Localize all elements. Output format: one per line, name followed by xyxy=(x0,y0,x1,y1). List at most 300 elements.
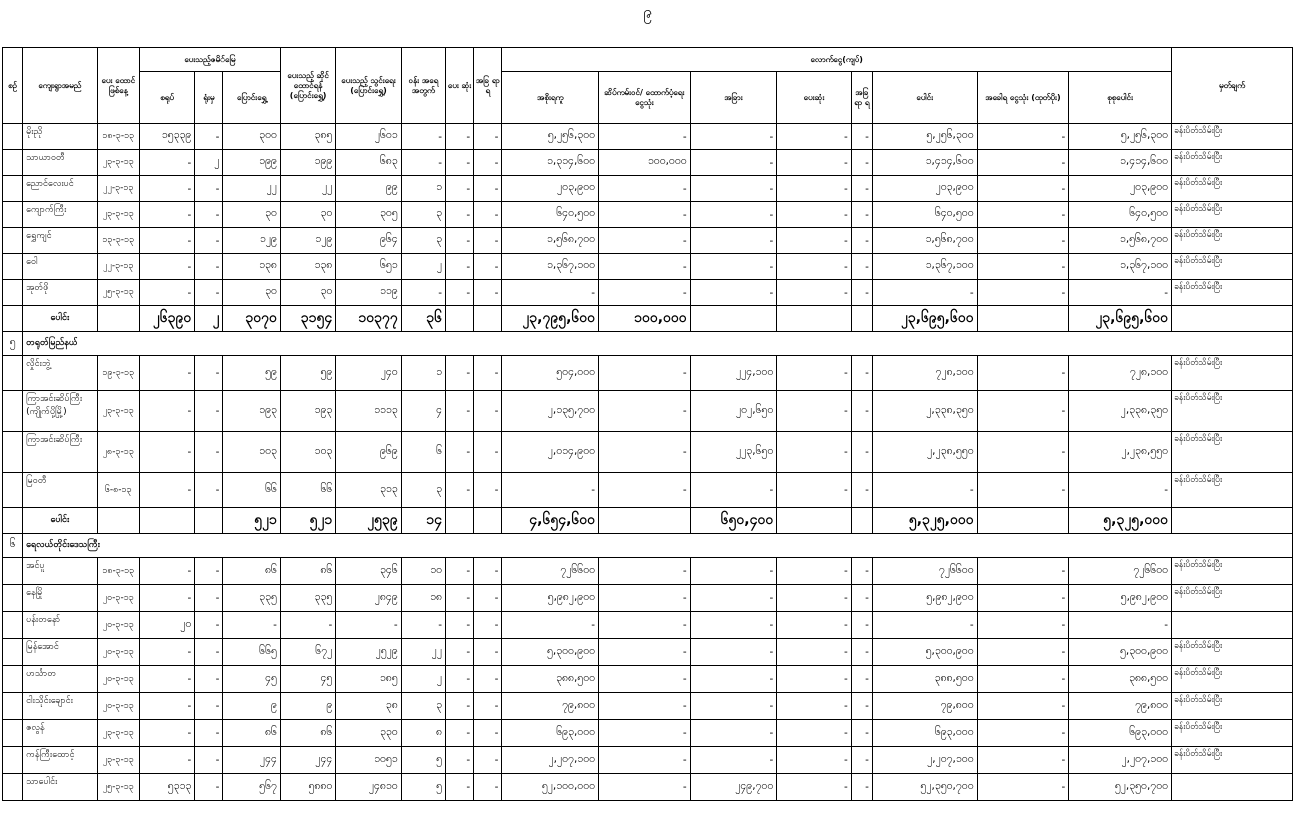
total-empty-cell xyxy=(446,508,474,534)
value-cell-c5: ၉၉ xyxy=(336,176,401,202)
value-cell-c8: - xyxy=(474,666,502,693)
value-cell-m6: ၂,၂၃၈,၅၅၀ xyxy=(872,432,977,473)
date-cell: ၁၉-၃-၁၃ xyxy=(97,356,139,391)
value-cell-m7: - xyxy=(977,202,1069,228)
value-cell-m7: - xyxy=(977,280,1069,306)
table-row xyxy=(3,666,1293,693)
value-cell-c5: ၃၃၀ xyxy=(336,720,401,747)
village-name: ကြာအင်းဆိပ်ကြီး xyxy=(23,432,98,473)
table-row xyxy=(3,774,1293,801)
row-number-cell xyxy=(3,280,23,306)
village-name: ဟင်္သာတ xyxy=(23,666,98,693)
date-cell: ၁၃-၃-၁၃ xyxy=(97,228,139,254)
value-cell-c7: - xyxy=(446,612,474,639)
value-cell-c7: - xyxy=(446,720,474,747)
value-cell-m7: - xyxy=(977,612,1069,639)
value-cell-m3: - xyxy=(690,612,777,639)
value-cell-m7: - xyxy=(977,693,1069,720)
value-cell-m6: ၂၀၃,၉၀၀ xyxy=(872,176,977,202)
value-cell-m7: - xyxy=(977,558,1069,585)
remark-cell: ခန်းပိတ်သိမ်းပြီး xyxy=(1172,666,1293,693)
value-cell-c8: - xyxy=(474,254,502,280)
value-cell-c4: ၂၄၄ xyxy=(280,747,335,774)
value-cell-m7: - xyxy=(977,356,1069,391)
header-no: စဥ် xyxy=(3,48,23,124)
value-cell-m4: - xyxy=(777,176,852,202)
value-cell-m2: - xyxy=(599,720,691,747)
date-cell: ၂၀-၃-၁၃ xyxy=(97,612,139,639)
value-cell-c1: - xyxy=(139,150,194,176)
value-cell-m7: - xyxy=(977,124,1069,150)
date-cell: ၁၈-၃-၁၃ xyxy=(97,124,139,150)
value-cell-c2: - xyxy=(195,228,223,254)
date-cell: ၂၂-၃-၁၃ xyxy=(97,176,139,202)
row-number-cell xyxy=(3,558,23,585)
total-cell-c4: ၅၂၁ xyxy=(280,508,335,534)
total-empty-cell xyxy=(1172,508,1293,534)
value-cell-m5: - xyxy=(851,150,872,176)
value-cell-m4: - xyxy=(777,693,852,720)
value-cell-c2: - xyxy=(195,176,223,202)
value-cell-c7: - xyxy=(446,585,474,612)
value-cell-c3: ၉ xyxy=(223,693,280,720)
remark-cell: ခန်းပိတ်သိမ်းပြီး xyxy=(1172,228,1293,254)
remark-cell: ခန်းပိတ်သိမ်းပြီး xyxy=(1172,693,1293,720)
value-cell-m8: ၁,၄၁၄,၆၀၀ xyxy=(1069,150,1172,176)
value-cell-c4: ၁၀၃ xyxy=(280,432,335,473)
value-cell-m8: ၂,၂၀၇,၁၀၀ xyxy=(1069,747,1172,774)
total-cell-c4: ၃၁၅၄ xyxy=(280,306,335,332)
date-cell: ၆-၈-၁၃ xyxy=(97,473,139,508)
value-cell-c8: - xyxy=(474,693,502,720)
header-money-group: လောက်ငွေ(ကျပ်) xyxy=(502,48,1172,72)
village-name: နေမြို xyxy=(23,585,98,612)
village-name: ညောင်လေးပင် xyxy=(23,176,98,202)
total-cell-c6: ၁၄ xyxy=(401,508,445,534)
value-cell-c1: - xyxy=(139,280,194,306)
value-cell-c5: ၃၄၆ xyxy=(336,558,401,585)
value-cell-m8: ၇၂၈,၁၀၀ xyxy=(1069,356,1172,391)
value-cell-m8: - xyxy=(1069,280,1172,306)
value-cell-m4: - xyxy=(777,774,852,801)
remark-cell: ခန်းပိတ်သိမ်းပြီး xyxy=(1172,202,1293,228)
value-cell-c2: - xyxy=(195,639,223,666)
value-cell-m4: - xyxy=(777,228,852,254)
section-index: ၆ xyxy=(3,534,23,558)
value-cell-c1: - xyxy=(139,356,194,391)
village-name: ကျောက်ကြီး xyxy=(23,202,98,228)
page-number: ၉ xyxy=(643,2,652,21)
value-cell-m5: - xyxy=(851,280,872,306)
value-cell-m3: - xyxy=(690,666,777,693)
value-cell-m2: - xyxy=(599,747,691,774)
value-cell-m4: - xyxy=(777,150,852,176)
value-cell-c3: ၁၉၃ xyxy=(223,391,280,432)
header-money-sub: အခြား xyxy=(690,72,777,124)
value-cell-c8: - xyxy=(474,558,502,585)
total-empty-cell xyxy=(97,508,139,534)
total-cell-c5: ၂၅၃၉ xyxy=(336,508,401,534)
value-cell-m2: - xyxy=(599,124,691,150)
value-cell-c8: - xyxy=(474,774,502,801)
table-row xyxy=(3,473,1293,508)
permit-table xyxy=(2,47,1293,801)
remark-cell xyxy=(1172,774,1293,801)
table-row xyxy=(3,391,1293,432)
value-cell-m2: - xyxy=(599,280,691,306)
value-cell-m6: - xyxy=(872,473,977,508)
value-cell-m3: ၂၂၃,၆၅၀ xyxy=(690,432,777,473)
value-cell-c3: ၈၆ xyxy=(223,720,280,747)
value-cell-c4: ၃၃၅ xyxy=(280,585,335,612)
value-cell-c4: ၂၂ xyxy=(280,176,335,202)
value-cell-m1: - xyxy=(502,473,599,508)
value-cell-c3: ၃၃၅ xyxy=(223,585,280,612)
row-number-cell xyxy=(3,124,23,150)
value-cell-m6: ၁,၅၆၈,၇၀၀ xyxy=(872,228,977,254)
value-cell-c4: ၁၃၈ xyxy=(280,254,335,280)
value-cell-c1: - xyxy=(139,473,194,508)
value-cell-c2: - xyxy=(195,391,223,432)
value-cell-m8: ၂၀၃,၉၀၀ xyxy=(1069,176,1172,202)
header-village: ကျေးရွာအမည် xyxy=(23,48,98,124)
value-cell-c2: - xyxy=(195,280,223,306)
date-cell: ၂၃-၃-၁၃ xyxy=(97,202,139,228)
total-cell-m1: ၄,၆၅၄,၆၀၀ xyxy=(502,508,599,534)
value-cell-c7: - xyxy=(446,124,474,150)
row-number-cell xyxy=(3,693,23,720)
value-cell-c7: - xyxy=(446,432,474,473)
total-empty-cell xyxy=(3,508,23,534)
value-cell-m7: - xyxy=(977,585,1069,612)
value-cell-m1: ၅၀၄,၀၀၀ xyxy=(502,356,599,391)
remark-cell: ခန်းပိတ်သိမ်းပြီး xyxy=(1172,747,1293,774)
header-money-sub: ပေါင်း xyxy=(872,72,977,124)
value-cell-c5: ၂၄၀ xyxy=(336,356,401,391)
value-cell-m4: - xyxy=(777,747,852,774)
value-cell-c4: ၄၅ xyxy=(280,666,335,693)
value-cell-c6: ၃ xyxy=(401,473,445,508)
value-cell-m2: ၁၀၀,၀၀၀ xyxy=(599,150,691,176)
value-cell-m5: - xyxy=(851,585,872,612)
remark-cell: ခန်းပိတ်သိမ်းပြီး xyxy=(1172,391,1293,432)
village-name: မြန်အောင် xyxy=(23,639,98,666)
value-cell-m7: - xyxy=(977,473,1069,508)
value-cell-m2: - xyxy=(599,639,691,666)
value-cell-c2: - xyxy=(195,747,223,774)
remark-cell: ခန်းပိတ်သိမ်းပြီး xyxy=(1172,585,1293,612)
value-cell-c2: - xyxy=(195,124,223,150)
value-cell-c2: ၂ xyxy=(195,150,223,176)
value-cell-m8: ၇၂၆၆၀၀ xyxy=(1069,558,1172,585)
village-name: သာယာဝတီ xyxy=(23,150,98,176)
value-cell-c5: ၂၈၄၉ xyxy=(336,585,401,612)
header-money-sub: စုစုပေါင်း xyxy=(1069,72,1172,124)
value-cell-c5: ၁၈၅ xyxy=(336,666,401,693)
value-cell-m1: ၅၂,၁၀၀,၀၀၀ xyxy=(502,774,599,801)
value-cell-m4: - xyxy=(777,720,852,747)
value-cell-m2: - xyxy=(599,254,691,280)
value-cell-m1: ၅,၂၅၆,၃၀၀ xyxy=(502,124,599,150)
value-cell-m5: - xyxy=(851,639,872,666)
value-cell-c1: - xyxy=(139,228,194,254)
value-cell-m1: - xyxy=(502,280,599,306)
total-cell-c2 xyxy=(195,508,223,534)
value-cell-m1: ၃၈၈,၅၀၀ xyxy=(502,666,599,693)
value-cell-m2: - xyxy=(599,228,691,254)
value-cell-m4: - xyxy=(777,666,852,693)
header-other: အခြ ရာ ရ xyxy=(474,48,502,124)
value-cell-c5: ၁၁၉ xyxy=(336,280,401,306)
value-cell-c1: - xyxy=(139,254,194,280)
total-cell-m3: ၆၅၀,၄၀၀ xyxy=(690,508,777,534)
value-cell-m3: ၂၂၄,၁၀၀ xyxy=(690,356,777,391)
remark-cell: ခန်းပိတ်သိမ်းပြီး xyxy=(1172,473,1293,508)
value-cell-m3: - xyxy=(690,124,777,150)
header-pay: ပေး ဆုံး xyxy=(446,48,474,124)
value-cell-c2: - xyxy=(195,558,223,585)
table-row xyxy=(3,612,1293,639)
value-cell-c3: ၃၀၀ xyxy=(223,124,280,150)
row-number-cell xyxy=(3,228,23,254)
total-cell-c5: ၁၀၃၇၇ xyxy=(336,306,401,332)
value-cell-m8: ၁,၃၆၇,၁၀၀ xyxy=(1069,254,1172,280)
value-cell-m7: - xyxy=(977,774,1069,801)
value-cell-m8: - xyxy=(1069,612,1172,639)
total-empty-cell xyxy=(474,508,502,534)
value-cell-m1: ၇၉,၈၀၀ xyxy=(502,693,599,720)
total-cell-m1: ၂၃,၇၉၅,၆၀၀ xyxy=(502,306,599,332)
remark-cell: ခန်းပိတ်သိမ်းပြီး xyxy=(1172,280,1293,306)
value-cell-c6: - xyxy=(401,150,445,176)
value-cell-m5: - xyxy=(851,666,872,693)
value-cell-c1: - xyxy=(139,391,194,432)
value-cell-m3: - xyxy=(690,639,777,666)
value-cell-m5: - xyxy=(851,612,872,639)
value-cell-m4: - xyxy=(777,612,852,639)
total-cell-c1 xyxy=(139,508,194,534)
value-cell-c7: - xyxy=(446,666,474,693)
village-name: အင်ပူ xyxy=(23,558,98,585)
value-cell-m4: - xyxy=(777,639,852,666)
value-cell-m7: - xyxy=(977,254,1069,280)
remark-cell: ခန်းပိတ်သိမ်းပြီး xyxy=(1172,720,1293,747)
table-row xyxy=(3,585,1293,612)
value-cell-c4: ၈၆ xyxy=(280,720,335,747)
section-title: တရုတ်မြည်နယ် xyxy=(23,332,1293,356)
value-cell-m2: - xyxy=(599,558,691,585)
value-cell-m6: ၁,၃၆၇,၁၀၀ xyxy=(872,254,977,280)
table-row xyxy=(3,228,1293,254)
value-cell-m1: ၆၄၀,၅၀၀ xyxy=(502,202,599,228)
row-number-cell xyxy=(3,150,23,176)
value-cell-m7: - xyxy=(977,228,1069,254)
value-cell-m5: - xyxy=(851,254,872,280)
value-cell-c6: - xyxy=(401,612,445,639)
value-cell-m4: - xyxy=(777,202,852,228)
value-cell-c1: - xyxy=(139,747,194,774)
value-cell-c8: - xyxy=(474,639,502,666)
value-cell-c4: ၁၉၃ xyxy=(280,391,335,432)
value-cell-c5: ၆၅၁ xyxy=(336,254,401,280)
total-cell-m2: ၁၀၀,၀၀၀ xyxy=(599,306,691,332)
value-cell-c5: ၂၄၈၁၀ xyxy=(336,774,401,801)
value-cell-c5: - xyxy=(336,612,401,639)
value-cell-m2: - xyxy=(599,432,691,473)
header-count: ဝန်း အရေ အတွက် xyxy=(401,48,445,124)
header-transfer: ပေးသည့် သွင်းရေး (ပြောင်းရွှေ့) xyxy=(336,48,401,124)
value-cell-m1: ၂၀၃,၉၀၀ xyxy=(502,176,599,202)
header-money-sub: ဆိပ်ကမ်းဝင်/ ထောက်ပံ့ရေး ငွေသုံး xyxy=(599,72,691,124)
value-cell-m4: - xyxy=(777,254,852,280)
value-cell-c6: ၁ xyxy=(401,356,445,391)
row-number-cell xyxy=(3,585,23,612)
header-land-sub: ရုံးမှ xyxy=(195,72,223,124)
value-cell-c6: ၆ xyxy=(401,432,445,473)
table-row xyxy=(3,150,1293,176)
value-cell-c4: ၆၇၂ xyxy=(280,639,335,666)
value-cell-c5: ၃၁၃ xyxy=(336,473,401,508)
value-cell-c8: - xyxy=(474,280,502,306)
total-cell-c6: ၃၆ xyxy=(401,306,445,332)
value-cell-m8: ၆၉၃,၀၀၀ xyxy=(1069,720,1172,747)
remark-cell: ခန်းပိတ်သိမ်းပြီး xyxy=(1172,432,1293,473)
header-land-group: ပေးသည့်ဇမိ်မြေ xyxy=(139,48,280,72)
value-cell-c6: ၁၀ xyxy=(401,558,445,585)
value-cell-c6: - xyxy=(401,124,445,150)
value-cell-c5: ၉၆၉ xyxy=(336,432,401,473)
value-cell-c6: ၈ xyxy=(401,720,445,747)
value-cell-m3: - xyxy=(690,228,777,254)
total-label: ပေါင်း xyxy=(23,306,98,332)
total-cell-m8: ၅,၃၂၅,၀၀၀ xyxy=(1069,508,1172,534)
village-name: ငါးသိုင်းချောင်း xyxy=(23,693,98,720)
date-cell: ၁၈-၃-၁၃ xyxy=(97,558,139,585)
value-cell-c1: ၅၃၁၃ xyxy=(139,774,194,801)
table-row xyxy=(3,176,1293,202)
value-cell-c3: ၁၃၈ xyxy=(223,254,280,280)
value-cell-m3: - xyxy=(690,693,777,720)
village-name: ကန်ကြီးထောင့် xyxy=(23,747,98,774)
row-number-cell xyxy=(3,473,23,508)
value-cell-c7: - xyxy=(446,280,474,306)
section-index: ၅ xyxy=(3,332,23,356)
value-cell-c2: - xyxy=(195,720,223,747)
value-cell-c7: - xyxy=(446,356,474,391)
total-row xyxy=(3,508,1293,534)
value-cell-c6: ၂ xyxy=(401,666,445,693)
header-land-sub: ပြောင်းရွှေ့ xyxy=(223,72,280,124)
value-cell-m3: ၂၀၂,၆၅၀ xyxy=(690,391,777,432)
date-cell: ၂၃-၃-၁၃ xyxy=(97,747,139,774)
value-cell-c8: - xyxy=(474,432,502,473)
value-cell-c6: ၅ xyxy=(401,774,445,801)
value-cell-c6: ၁ xyxy=(401,176,445,202)
remark-cell: ခန်းပိတ်သိမ်းပြီး xyxy=(1172,150,1293,176)
total-empty-cell xyxy=(851,508,872,534)
remark-cell: ခန်းပိတ်သိမ်းပြီး xyxy=(1172,254,1293,280)
value-cell-c7: - xyxy=(446,391,474,432)
value-cell-c1: - xyxy=(139,666,194,693)
value-cell-m3: - xyxy=(690,558,777,585)
row-number-cell xyxy=(3,432,23,473)
value-cell-m8: ၁,၅၆၈,၇၀၀ xyxy=(1069,228,1172,254)
remark-cell: ခန်းပိတ်သိမ်းပြီး xyxy=(1172,356,1293,391)
header-land-sub: စရုပ် xyxy=(139,72,194,124)
value-cell-c2: - xyxy=(195,473,223,508)
value-cell-m2: - xyxy=(599,391,691,432)
total-cell-m8: ၂၃,၆၉၅,၆၀၀ xyxy=(1069,306,1172,332)
value-cell-m8: ၇၉,၈၀၀ xyxy=(1069,693,1172,720)
value-cell-m1: ၁,၃၆၇,၁၀၀ xyxy=(502,254,599,280)
value-cell-c4: ၅၈၈၀ xyxy=(280,774,335,801)
remark-cell xyxy=(1172,612,1293,639)
value-cell-m8: ၅၂,၃၅၀,၇၀၀ xyxy=(1069,774,1172,801)
total-cell-c2: ၂ xyxy=(195,306,223,332)
value-cell-m6: ၅,၂၅၆,၃၀၀ xyxy=(872,124,977,150)
value-cell-c4: - xyxy=(280,612,335,639)
total-cell-c1: ၂၆၃၉၀ xyxy=(139,306,194,332)
value-cell-m6: ၂,၂၀၇,၁၀၀ xyxy=(872,747,977,774)
value-cell-m8: - xyxy=(1069,473,1172,508)
value-cell-m1: ၂,၀၁၄,၉၀၀ xyxy=(502,432,599,473)
value-cell-m8: ၂,၂၃၈,၅၅၀ xyxy=(1069,432,1172,473)
value-cell-c8: - xyxy=(474,391,502,432)
value-cell-c8: - xyxy=(474,473,502,508)
section-title: ရေလယ်တိုင်းဒေသကြီး xyxy=(23,534,1293,558)
value-cell-m7: - xyxy=(977,666,1069,693)
value-cell-m8: ၂,၃၃၈,၃၅၀ xyxy=(1069,391,1172,432)
date-cell: ၂၃-၃-၁၃ xyxy=(97,391,139,432)
value-cell-c7: - xyxy=(446,774,474,801)
value-cell-c4: ၁၉၉ xyxy=(280,150,335,176)
total-empty-cell xyxy=(97,306,139,332)
header-building: ပေးသည့် ဆိုင် ထောင်ရန် (ပြောင်းရွှေ့) xyxy=(280,48,335,124)
value-cell-c2: - xyxy=(195,666,223,693)
value-cell-m3: - xyxy=(690,747,777,774)
value-cell-m5: - xyxy=(851,747,872,774)
village-name: အုတ်ဖို xyxy=(23,280,98,306)
header-money-sub: အစိုးရကူ xyxy=(502,72,599,124)
value-cell-c8: - xyxy=(474,612,502,639)
value-cell-m1: ၁,၃၁၄,၆၀၀ xyxy=(502,150,599,176)
value-cell-m6: ၇၂၈,၁၀၀ xyxy=(872,356,977,391)
value-cell-m8: ၅,၃၀၀,၉၀၀ xyxy=(1069,639,1172,666)
value-cell-m1: ၂,၂၀၇,၁၀၀ xyxy=(502,747,599,774)
value-cell-c7: - xyxy=(446,747,474,774)
value-cell-c4: ၁၂၉ xyxy=(280,228,335,254)
value-cell-c6: ၁၈ xyxy=(401,585,445,612)
value-cell-m1: ၂,၁၃၅,၇၀၀ xyxy=(502,391,599,432)
value-cell-c3: ၂၄၄ xyxy=(223,747,280,774)
value-cell-m3: - xyxy=(690,720,777,747)
value-cell-m5: - xyxy=(851,202,872,228)
value-cell-m5: - xyxy=(851,124,872,150)
value-cell-m6: - xyxy=(872,612,977,639)
value-cell-c6: ၃ xyxy=(401,693,445,720)
value-cell-c1: - xyxy=(139,720,194,747)
total-cell-c3: ၅၂၁ xyxy=(223,508,280,534)
value-cell-c4: ၃၀ xyxy=(280,280,335,306)
value-cell-m3: ၂၄၉,၇၀၀ xyxy=(690,774,777,801)
total-empty-cell xyxy=(1172,306,1293,332)
value-cell-m2: - xyxy=(599,356,691,391)
date-cell: ၂၈-၃-၁၃ xyxy=(97,432,139,473)
value-cell-c2: - xyxy=(195,585,223,612)
value-cell-c2: - xyxy=(195,356,223,391)
village-name: လှိုင်းဘွဲ့ xyxy=(23,356,98,391)
row-number-cell xyxy=(3,176,23,202)
